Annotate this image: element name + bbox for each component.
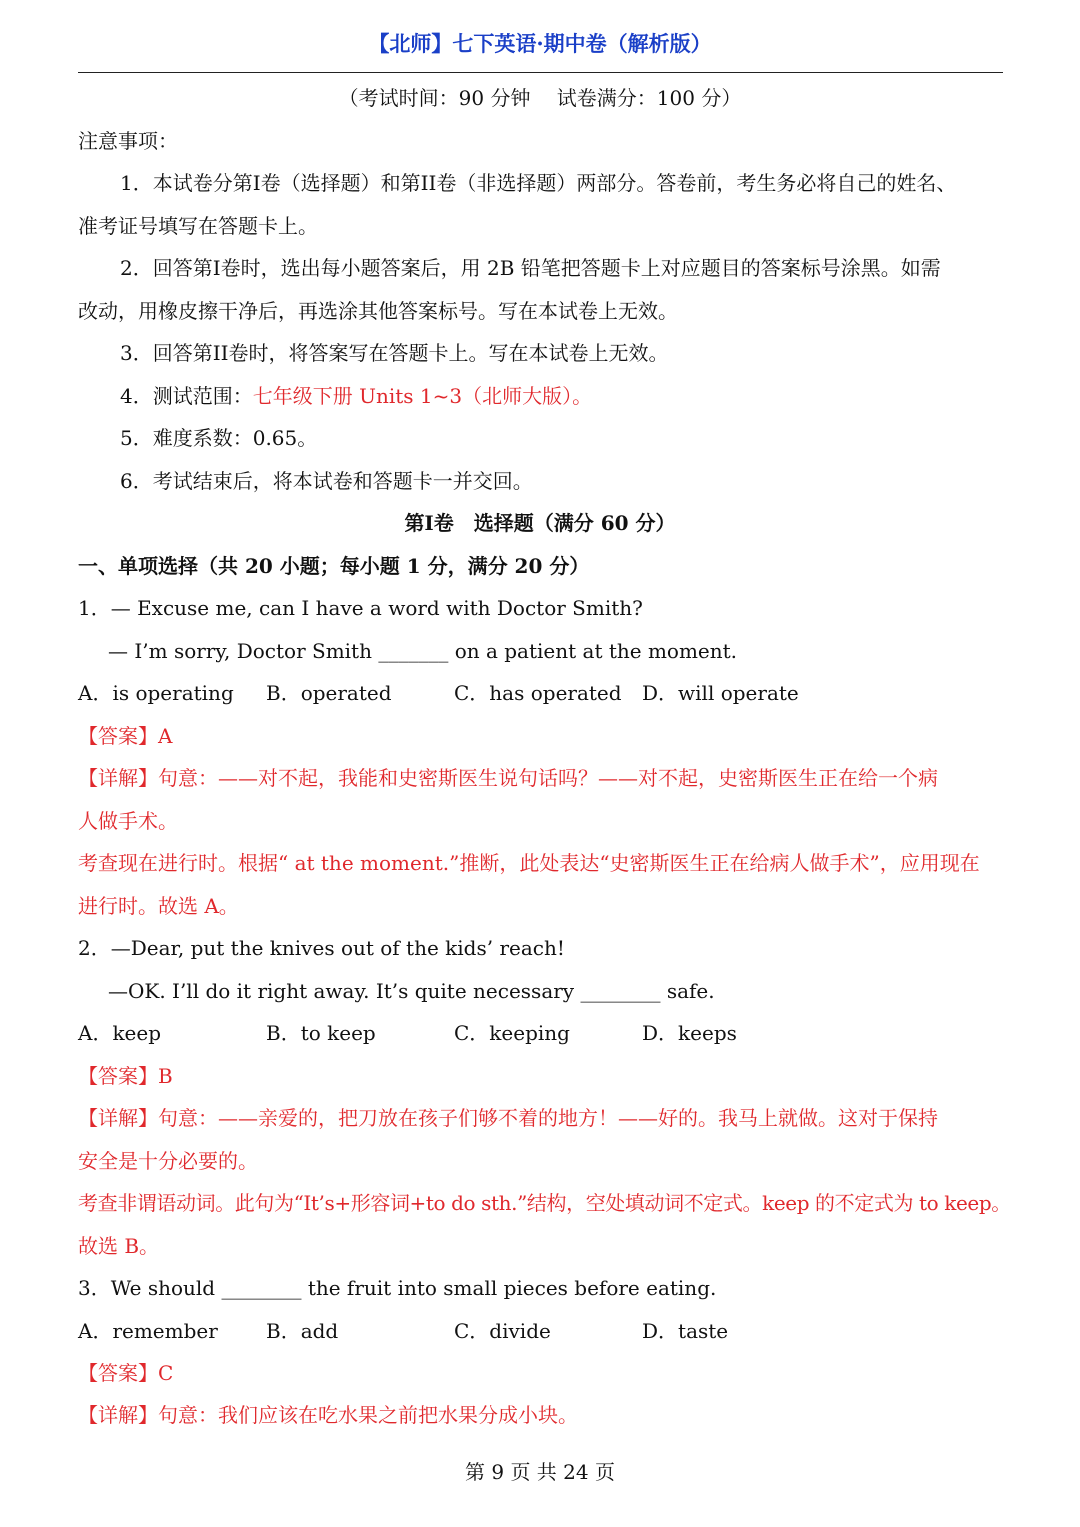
question-1-option-b: B．operated	[266, 681, 392, 705]
question-1-stem: 1．— Excuse me, can I have a word with Doctor Smith?	[78, 596, 643, 620]
question-2-option-d: D．keeps	[642, 1021, 737, 1045]
question-1-analysis: 考查现在进行时。根据“ at the moment.”推断，此处表达“史密斯医生正在给病人做手术”，应用现在	[78, 851, 980, 875]
question-3-detail: 【详解】句意：我们应该在吃水果之前把水果分成小块。	[78, 1403, 578, 1427]
notice-item-4-label: 4．测试范围：	[120, 384, 253, 408]
question-1-option-d: D．will operate	[642, 681, 799, 705]
notice-item-2-cont: 改动，用橡皮擦干净后，再选涂其他答案标号。写在本试卷上无效。	[78, 299, 678, 323]
section-title: 一、单项选择（共 20 小题；每小题 1 分，满分 20 分）	[78, 554, 590, 578]
question-1-detail-cont: 人做手术。	[78, 809, 178, 833]
notice-item-3: 3．回答第II卷时，将答案写在答题卡上。写在本试卷上无效。	[120, 341, 669, 365]
question-3-option-d: D．taste	[642, 1319, 729, 1343]
notice-item-6: 6．考试结束后，将本试卷和答题卡一并交回。	[120, 469, 533, 493]
question-3-answer: 【答案】C	[78, 1361, 174, 1385]
question-1-detail: 【详解】句意：——对不起，我能和史密斯医生说句话吗？——对不起，史密斯医生正在给一个病	[78, 766, 938, 790]
part-title: 第I卷 选择题（满分 60 分）	[404, 511, 676, 535]
question-2-detail: 【详解】句意：——亲爱的，把刀放在孩子们够不着的地方！——好的。我马上就做。这对于保持	[78, 1106, 938, 1130]
question-2-analysis: 考查非谓语动词。此句为“It’s+形容词+to do sth.”结构，空处填动词不定式。keep 的不定式为 to keep。	[78, 1191, 1011, 1215]
question-1-option-a: A．is operating	[78, 681, 234, 705]
notice-item-1-cont: 准考证号填写在答题卡上。	[78, 214, 318, 238]
notice-item-5: 5．难度系数：0.65。	[120, 426, 318, 450]
question-2-option-c: C．keeping	[454, 1021, 570, 1045]
page-footer: 第 9 页 共 24 页	[465, 1460, 615, 1484]
question-3-option-a: A．remember	[78, 1319, 218, 1343]
header-divider	[78, 72, 1003, 73]
question-2-option-b: B．to keep	[266, 1021, 376, 1045]
question-2-option-a: A．keep	[78, 1021, 162, 1045]
question-3-option-b: B．add	[266, 1319, 339, 1343]
notice-item-2: 2．回答第I卷时，选出每小题答案后，用 2B 铅笔把答题卡上对应题目的答案标号涂黑。如需	[120, 256, 941, 280]
question-2-detail-cont: 安全是十分必要的。	[78, 1149, 258, 1173]
notice-heading: 注意事项：	[78, 129, 178, 153]
exam-info: （考试时间：90 分钟 试卷满分：100 分）	[338, 86, 742, 110]
question-3-option-c: C．divide	[454, 1319, 551, 1343]
question-2-stem: 2．—Dear, put the knives out of the kids’ reach!	[78, 936, 565, 960]
question-1-answer: 【答案】A	[78, 724, 173, 748]
test-scope: 七年级下册 Units 1~3（北师大版）。	[252, 384, 593, 408]
notice-item-4	[120, 382, 1002, 410]
notice-item-1: 1．本试卷分第I卷（选择题）和第II卷（非选择题）两部分。答卷前，考生务必将自己的姓名、	[120, 171, 957, 195]
page-header-title: 【北师】七下英语·期中卷（解析版）	[368, 31, 712, 56]
question-1-stem-2: — I’m sorry, Doctor Smith _______ on a patient at the moment.	[108, 639, 738, 663]
question-3-stem: 3．We should ________ the fruit into small pieces before eating.	[78, 1276, 717, 1300]
question-1-analysis-cont: 进行时。故选 A。	[78, 894, 239, 918]
question-1-option-c: C．has operated	[454, 681, 622, 705]
question-2-analysis-cont: 故选 B。	[78, 1234, 160, 1258]
question-2-answer: 【答案】B	[78, 1064, 173, 1088]
question-2-stem-2: —OK. I’ll do it right away. It’s quite necessary ________ safe.	[108, 979, 715, 1003]
